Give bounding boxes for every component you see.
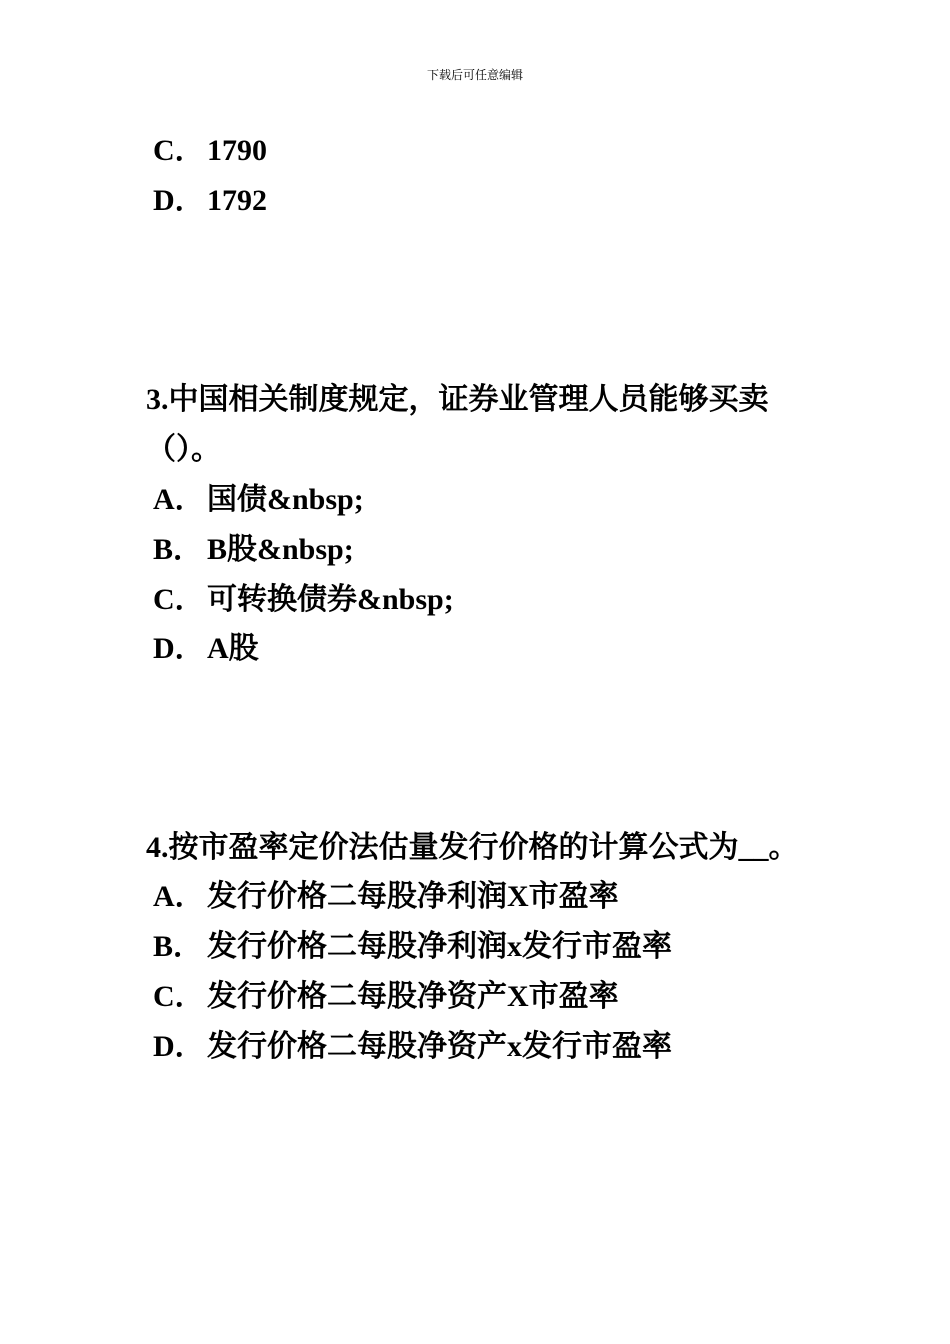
- option-text: 发行价格二每股净资产X市盈率: [207, 980, 619, 1013]
- q3-stem-line-2: （）。: [146, 433, 221, 466]
- option-text: 发行价格二每股净利润x发行市盈率: [207, 930, 672, 963]
- option-label: A．: [153, 483, 205, 516]
- q3-option-a: [153, 480, 364, 520]
- option-text: 发行价格二每股净资产x发行市盈率: [207, 1030, 672, 1063]
- q4-option-a: [153, 877, 619, 917]
- q3-option-c: [153, 580, 454, 620]
- q3-option-b: [153, 530, 354, 570]
- option-label: C．: [153, 980, 205, 1013]
- option-label: D．: [153, 1030, 205, 1063]
- q2-option-c: [153, 131, 267, 171]
- option-label: A．: [153, 880, 205, 913]
- q3-stem-line-1: 3.中国相关制度规定，证券业管理人员能够买卖: [146, 383, 769, 416]
- q3-option-d: [153, 629, 259, 669]
- option-text: 可转换债券&nbsp;: [207, 583, 454, 616]
- q2-option-d: [153, 181, 267, 221]
- q4-option-c: [153, 977, 619, 1017]
- q4-option-d: [153, 1027, 672, 1067]
- option-label: D．: [153, 184, 205, 217]
- q4-option-b: [153, 927, 672, 967]
- option-text: 国债&nbsp;: [207, 483, 364, 516]
- option-label: B．: [153, 930, 204, 963]
- q4-stem-line-1: 4.按市盈率定价法估量发行价格的计算公式为__。: [146, 831, 799, 864]
- option-label: B．: [153, 533, 204, 566]
- option-label: C．: [153, 134, 205, 167]
- option-text: B股&nbsp;: [207, 533, 354, 566]
- option-text: 1790: [207, 134, 267, 167]
- option-text: 1792: [207, 184, 267, 217]
- option-label: C．: [153, 583, 205, 616]
- option-label: D．: [153, 632, 205, 665]
- page-header: 下载后可任意编辑: [426, 68, 523, 82]
- option-text: A股: [207, 632, 259, 665]
- option-text: 发行价格二每股净利润X市盈率: [207, 880, 619, 913]
